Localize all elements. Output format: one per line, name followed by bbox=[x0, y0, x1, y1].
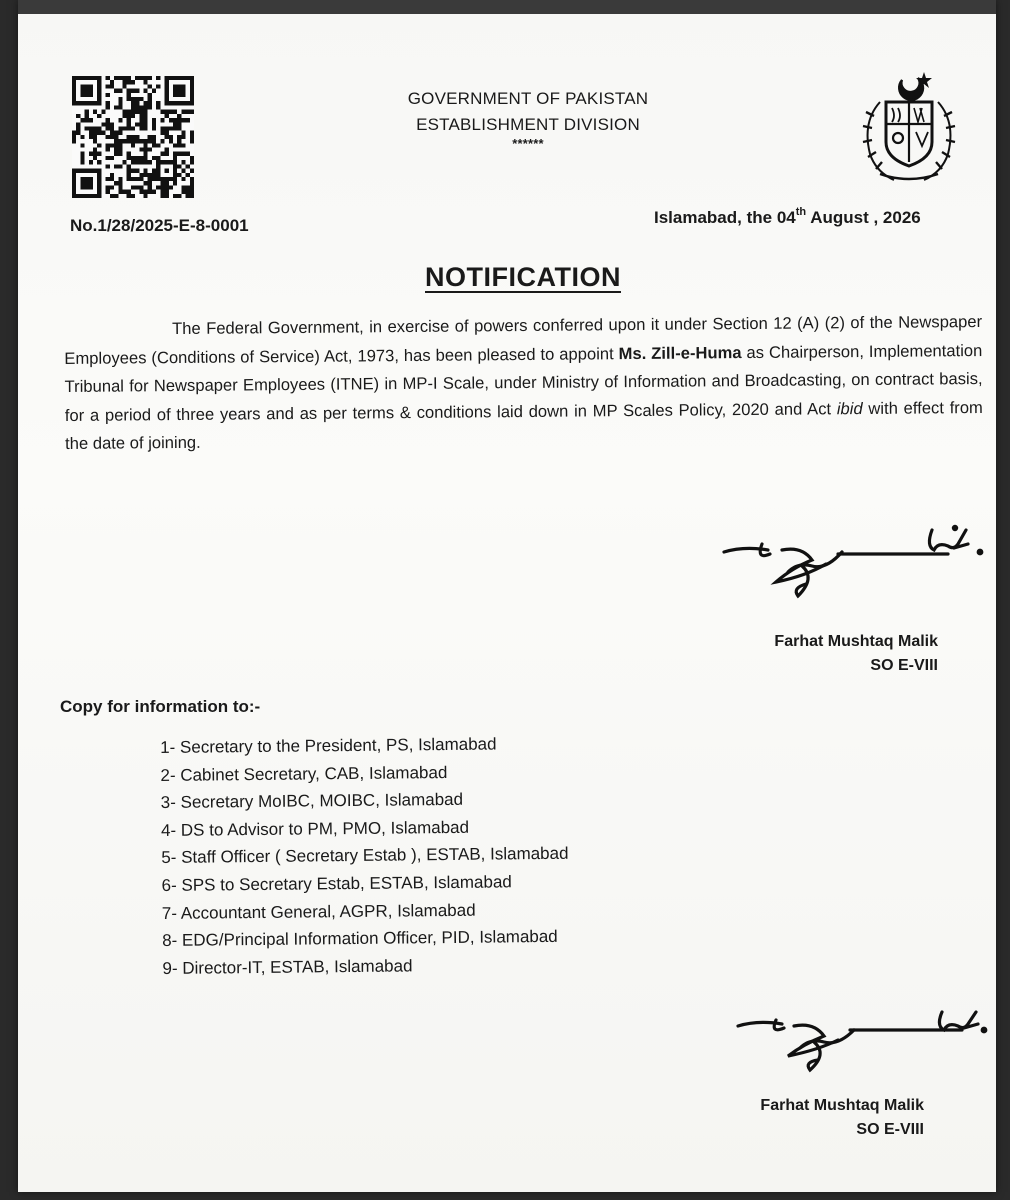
copy-to-label: Copy for information to:- bbox=[60, 697, 261, 716]
list-item: 1- Secretary to the President, PS, Islamabad bbox=[160, 734, 497, 757]
date-rest: August , 2026 bbox=[806, 208, 921, 227]
list-item: 6- SPS to Secretary Estab, ESTAB, Islamabad bbox=[161, 872, 512, 895]
list-item: 4- DS to Advisor to PM, PMO, Islamabad bbox=[160, 817, 470, 840]
list-item: 2- Cabinet Secretary, CAB, Islamabad bbox=[160, 762, 448, 785]
list-item: 7- Accountant General, AGPR, Islamabad bbox=[161, 900, 476, 923]
qr-code-icon bbox=[70, 76, 196, 198]
signature-image bbox=[718, 1008, 988, 1088]
list-item: 3- Secretary MoIBC, MOIBC, Islamabad bbox=[160, 790, 464, 813]
letterhead bbox=[358, 86, 698, 150]
scan-top-edge bbox=[18, 0, 996, 14]
document-heading: NOTIFICATION bbox=[425, 262, 621, 292]
body-part-3: with effect from the date of joining. bbox=[65, 397, 983, 454]
reference-number: No.1/28/2025-E-8-0001 bbox=[70, 216, 249, 235]
ibid-term: ibid bbox=[836, 398, 863, 419]
date-ordinal: th bbox=[795, 206, 807, 218]
signatory-designation: SO E-VIII bbox=[870, 657, 938, 674]
list-item: 9- Director-IT, ESTAB, Islamabad bbox=[162, 956, 413, 978]
signatory-block-2 bbox=[684, 1094, 924, 1142]
signatory-name: Farhat Mushtaq Malik bbox=[774, 633, 938, 650]
signatory-name: Farhat Mushtaq Malik bbox=[760, 1097, 924, 1114]
appointee-name: Ms. Zill-e-Huma bbox=[618, 342, 742, 363]
division-title: ESTABLISHMENT DIVISION bbox=[416, 115, 640, 134]
body-part-2: as Chairperson, Implementation Tribunal for Newspaper Employees (ITNE) in MP-I Scale, under Ministry of Information and Broadcasting, on contract basis, for a period of three years and as per terms & conditions laid down in MP Scales Policy, 2020 and Act bbox=[64, 340, 983, 425]
signature-image bbox=[718, 520, 988, 610]
list-item: 5- Staff Officer ( Secretary Estab ), ESTAB, Islamabad bbox=[161, 844, 569, 868]
body-part-1: The Federal Government, in exercise of powers conferred upon it under Section 12 (A) (2) of the Newspaper Employees (Conditions of Service) Act, 1973, has been pleased to appoint bbox=[64, 311, 983, 368]
state-emblem-icon bbox=[844, 62, 974, 192]
document-page bbox=[18, 0, 996, 1192]
separator-stars: ****** bbox=[512, 136, 544, 151]
date-prefix: Islamabad, the 04 bbox=[654, 208, 796, 227]
list-item: 8- EDG/Principal Information Officer, PID, Islamabad bbox=[162, 927, 558, 951]
govt-title: GOVERNMENT OF PAKISTAN bbox=[407, 89, 649, 108]
copy-recipients-list bbox=[160, 730, 570, 983]
signatory-block-1 bbox=[698, 630, 938, 678]
notification-body bbox=[64, 308, 983, 459]
date-line bbox=[654, 206, 921, 228]
signatory-designation: SO E-VIII bbox=[856, 1121, 924, 1138]
